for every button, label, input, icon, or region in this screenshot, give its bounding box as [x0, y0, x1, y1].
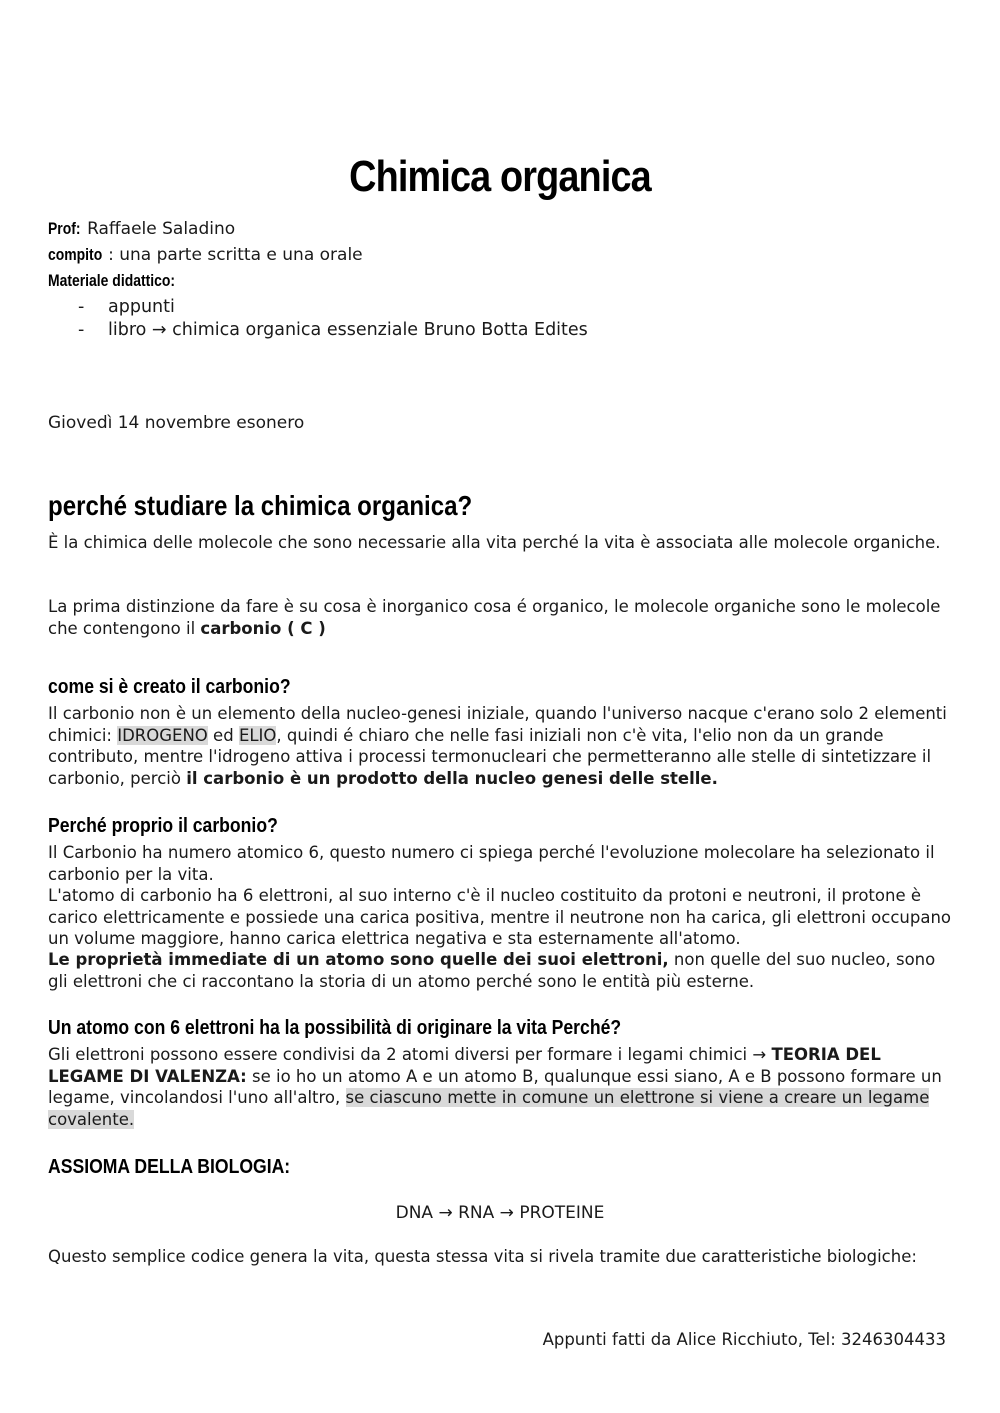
compito-label: compito	[48, 245, 103, 264]
highlight-text: se ciascuno mette in comune un elettrone si viene a creare un legame covalente.	[48, 1088, 930, 1129]
meta-compito	[48, 242, 363, 268]
highlight-text: IDROGENO	[117, 725, 208, 745]
paragraph-text: non quelle del suo nucleo, sono gli elettroni che ci raccontano la storia di un atomo perché sono le entità più esterne.	[48, 950, 936, 991]
paragraph	[48, 1044, 953, 1130]
paragraph: Questo semplice codice genera la vita, questa stessa vita si rivela tramite due caratteristiche biologiche:	[48, 1247, 917, 1266]
paragraph-text: ed	[207, 725, 239, 745]
bold-text: carbonio ( C )	[200, 618, 326, 638]
paragraph: Il Carbonio ha numero atomico 6, questo numero ci spiega perché l'evoluzione molecolare ha selezionato il carbonio per la vita.	[48, 843, 935, 884]
section-heading-six-electrons: Un atomo con 6 elettroni ha la possibilità di originare la vita Perché?	[48, 1017, 622, 1039]
section-heading-biology-axiom: ASSIOMA DELLA BIOLOGIA:	[48, 1156, 291, 1178]
list-bullet: -	[78, 297, 85, 317]
paragraph	[48, 703, 953, 789]
prof-value: Raffaele Saladino	[87, 219, 236, 239]
paragraph: È la chimica delle molecole che sono necessarie alla vita perché la vita è associata alle molecole organiche.	[48, 533, 941, 552]
page-title: Chimica organica	[349, 152, 651, 201]
section-heading-why-organic: perché studiare la chimica organica?	[48, 490, 473, 521]
bold-text: il carbonio è un prodotto della nucleo genesi delle stelle.	[186, 768, 718, 788]
dna-rna-protein-formula: DNA → RNA → PROTEINE	[395, 1203, 605, 1223]
bold-text: Le proprietà immediate di un atomo sono quelle dei suoi elettroni,	[48, 950, 669, 969]
bold-text: TEORIA DEL LEGAME DI VALENZA:	[48, 1045, 881, 1086]
materiale-label: Materiale didattico:	[48, 271, 176, 290]
list-item-text: libro → chimica organica essenziale Bruno Botta Edites	[108, 320, 588, 340]
paragraph-text: se io ho un atomo A e un atomo B, qualunque essi siano, A e B possono formare un legame, vincolandosi l'uno all'altro,	[48, 1066, 942, 1107]
paragraph	[48, 596, 953, 639]
paragraph-text: , quindi é chiaro che nelle fasi iniziali non c'è vita, l'elio non da un grande contributo, mentre l'idrogeno attiva i processi termonucleari che permetteranno alle stelle di sintetizzare il carbonio, perciò	[48, 725, 932, 788]
date-note: Giovedì 14 novembre esonero	[48, 413, 305, 433]
meta-materiale	[48, 268, 197, 294]
paragraph: L'atomo di carbonio ha 6 elettroni, al suo interno c'è il nucleo costituito da protoni e neutroni, il protone è carico elettricamente e possiede una carica positiva, mentre il neutrone non ha carica, gli elettroni occupano un volume maggiore, hanno carica elettrica negativa e sta esternamente all'atomo.	[48, 886, 951, 948]
list-item	[78, 319, 588, 342]
meta-prof	[48, 216, 235, 242]
list-item-text: appunti	[108, 297, 175, 317]
materials-list	[78, 296, 588, 342]
section-heading-why-carbon: Perché proprio il carbonio?	[48, 815, 278, 837]
paragraph-text: La prima distinzione da fare è su cosa è inorganico cosa é organico, le molecole organiche sono le molecole che contengono il	[48, 597, 941, 638]
highlight-text: ELIO	[238, 725, 277, 745]
paragraph-text: Il carbonio non è un elemento della nucleo-genesi iniziale, quando l'universo nacque c'erano solo 2 elementi chimici:	[48, 704, 947, 745]
footer-credit: Appunti fatti da Alice Ricchiuto, Tel: 3246304433	[542, 1330, 946, 1349]
list-item	[78, 296, 588, 319]
prof-label: Prof:	[48, 219, 81, 238]
section-heading-carbon-origin: come si è creato il carbonio?	[48, 676, 291, 698]
list-bullet: -	[78, 320, 85, 340]
paragraph	[48, 949, 953, 992]
paragraph-text: Gli elettroni possono essere condivisi da 2 atomi diversi per formare i legami chimici →	[48, 1045, 772, 1064]
compito-value: : una parte scritta e una orale	[108, 245, 363, 265]
